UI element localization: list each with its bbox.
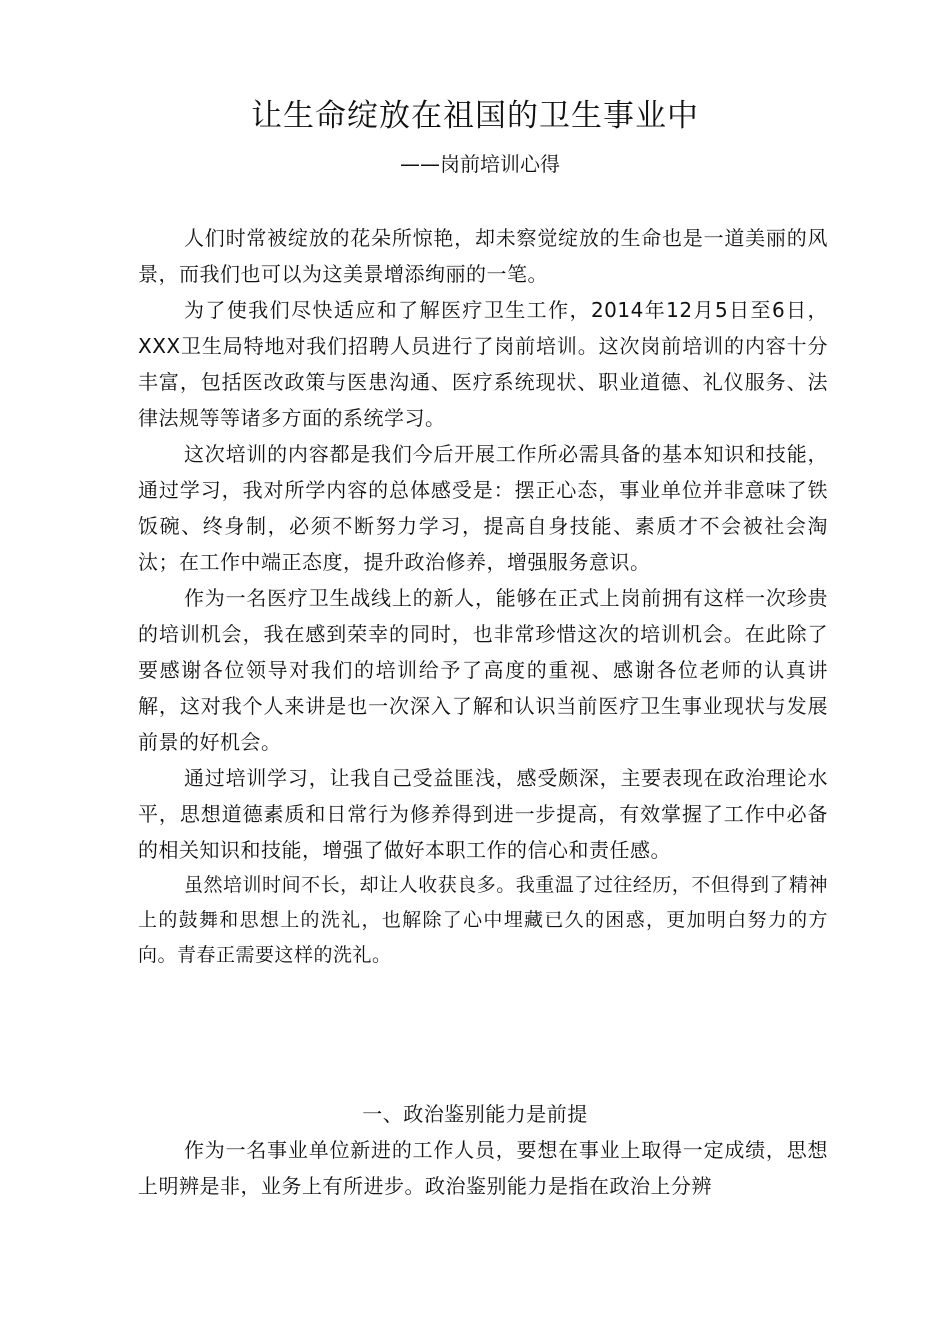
- paragraph-training-content: 这次培训的内容都是我们今后开展工作所必需具备的基本知识和技能，通过学习，我对所学内容的总体感受是：摆正心态，事业单位并非意味了铁饭碗、终身制，必须不断努力学习，提高自身技能、素质才不会被社会淘汰；在工作中端正态度，提升政治修养，增强服务意识。: [138, 442, 828, 574]
- section-paragraph: 作为一名事业单位新进的工作人员，要想在事业上取得一定成绩，思想上明辨是非，业务上有所进步。政治鉴别能力是指在政治上分辨: [138, 1138, 828, 1198]
- paragraph-training-dates: 为了使我们尽快适应和了解医疗卫生工作，2014年12月5日至6日，XXX卫生局特地对我们招聘人员进行了岗前培训。这次岗前培训的内容十分丰富，包括医改政策与医患沟通、医疗系统现状、职业道德、礼仪服务、法律法规等等诸多方面的系统学习。: [138, 298, 828, 430]
- section-heading: 一、政治鉴别能力是前提: [362, 1102, 588, 1126]
- paragraph-intro: 人们时常被绽放的花朵所惊艳，却未察觉绽放的生命也是一道美丽的风景，而我们也可以为这美景增添绚丽的一笔。: [138, 226, 828, 286]
- document-title: 让生命绽放在祖国的卫生事业中: [251, 98, 699, 134]
- section-body: [138, 1132, 828, 1204]
- paragraph-new-staff: 作为一名医疗卫生战线上的新人，能够在正式上岗前拥有这样一次珍贵的培训机会，我在感到荣幸的同时，也非常珍惜这次的培训机会。在此除了要感谢各位领导对我们的培训给予了高度的重视、感谢各位老师的认真讲解，这对我个人来讲是也一次深入了解和认识当前医疗卫生事业现状与发展前景的好机会。: [138, 586, 828, 754]
- paragraph-reflection: 虽然培训时间不长，却让人收获良多。我重温了过往经历，不但得到了精神上的鼓舞和思想上的洗礼，也解除了心中埋藏已久的困惑，更加明白努力的方向。青春正需要这样的洗礼。: [138, 874, 828, 966]
- paragraph-benefits: 通过培训学习，让我自己受益匪浅，感受颇深，主要表现在政治理论水平，思想道德素质和日常行为修养得到进一步提高，有效掌握了工作中必备的相关知识和技能，增强了做好本职工作的信心和责任感。: [138, 766, 828, 862]
- document-subtitle: ——岗前培训心得: [400, 152, 560, 176]
- document-body: [138, 220, 828, 973]
